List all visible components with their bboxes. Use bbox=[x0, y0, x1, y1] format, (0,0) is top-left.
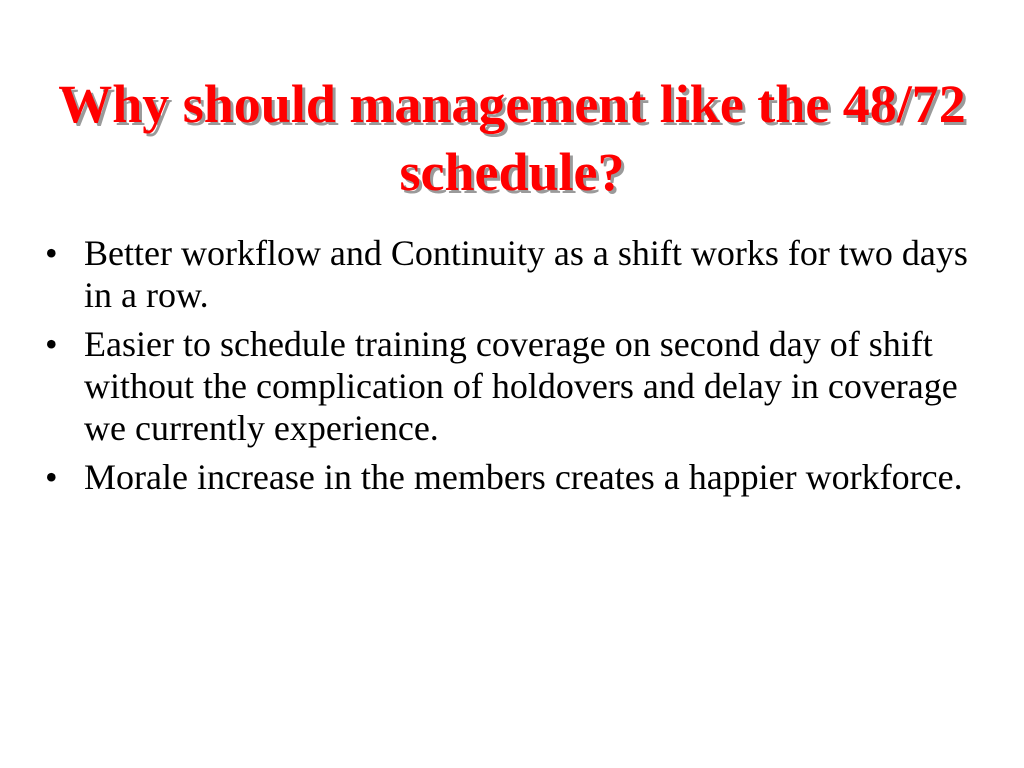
bullet-icon: • bbox=[45, 324, 58, 364]
bullet-icon: • bbox=[45, 233, 58, 273]
bullet-list bbox=[45, 232, 995, 505]
bullet-text: Better workflow and Continuity as a shift works for two days in a row. bbox=[84, 233, 968, 315]
slide-title: Why should management like the 48/72 schedule? bbox=[58, 74, 966, 202]
bullet-text: Easier to schedule training coverage on second day of shift without the complication of holdovers and delay in coverage we currently experience. bbox=[84, 324, 958, 448]
bullet-item-workflow bbox=[45, 232, 995, 316]
bullet-icon: • bbox=[45, 457, 58, 497]
bullet-item-morale bbox=[45, 456, 995, 498]
bullet-text: Morale increase in the members creates a happier workforce. bbox=[84, 457, 963, 497]
bullet-item-training bbox=[45, 323, 995, 449]
